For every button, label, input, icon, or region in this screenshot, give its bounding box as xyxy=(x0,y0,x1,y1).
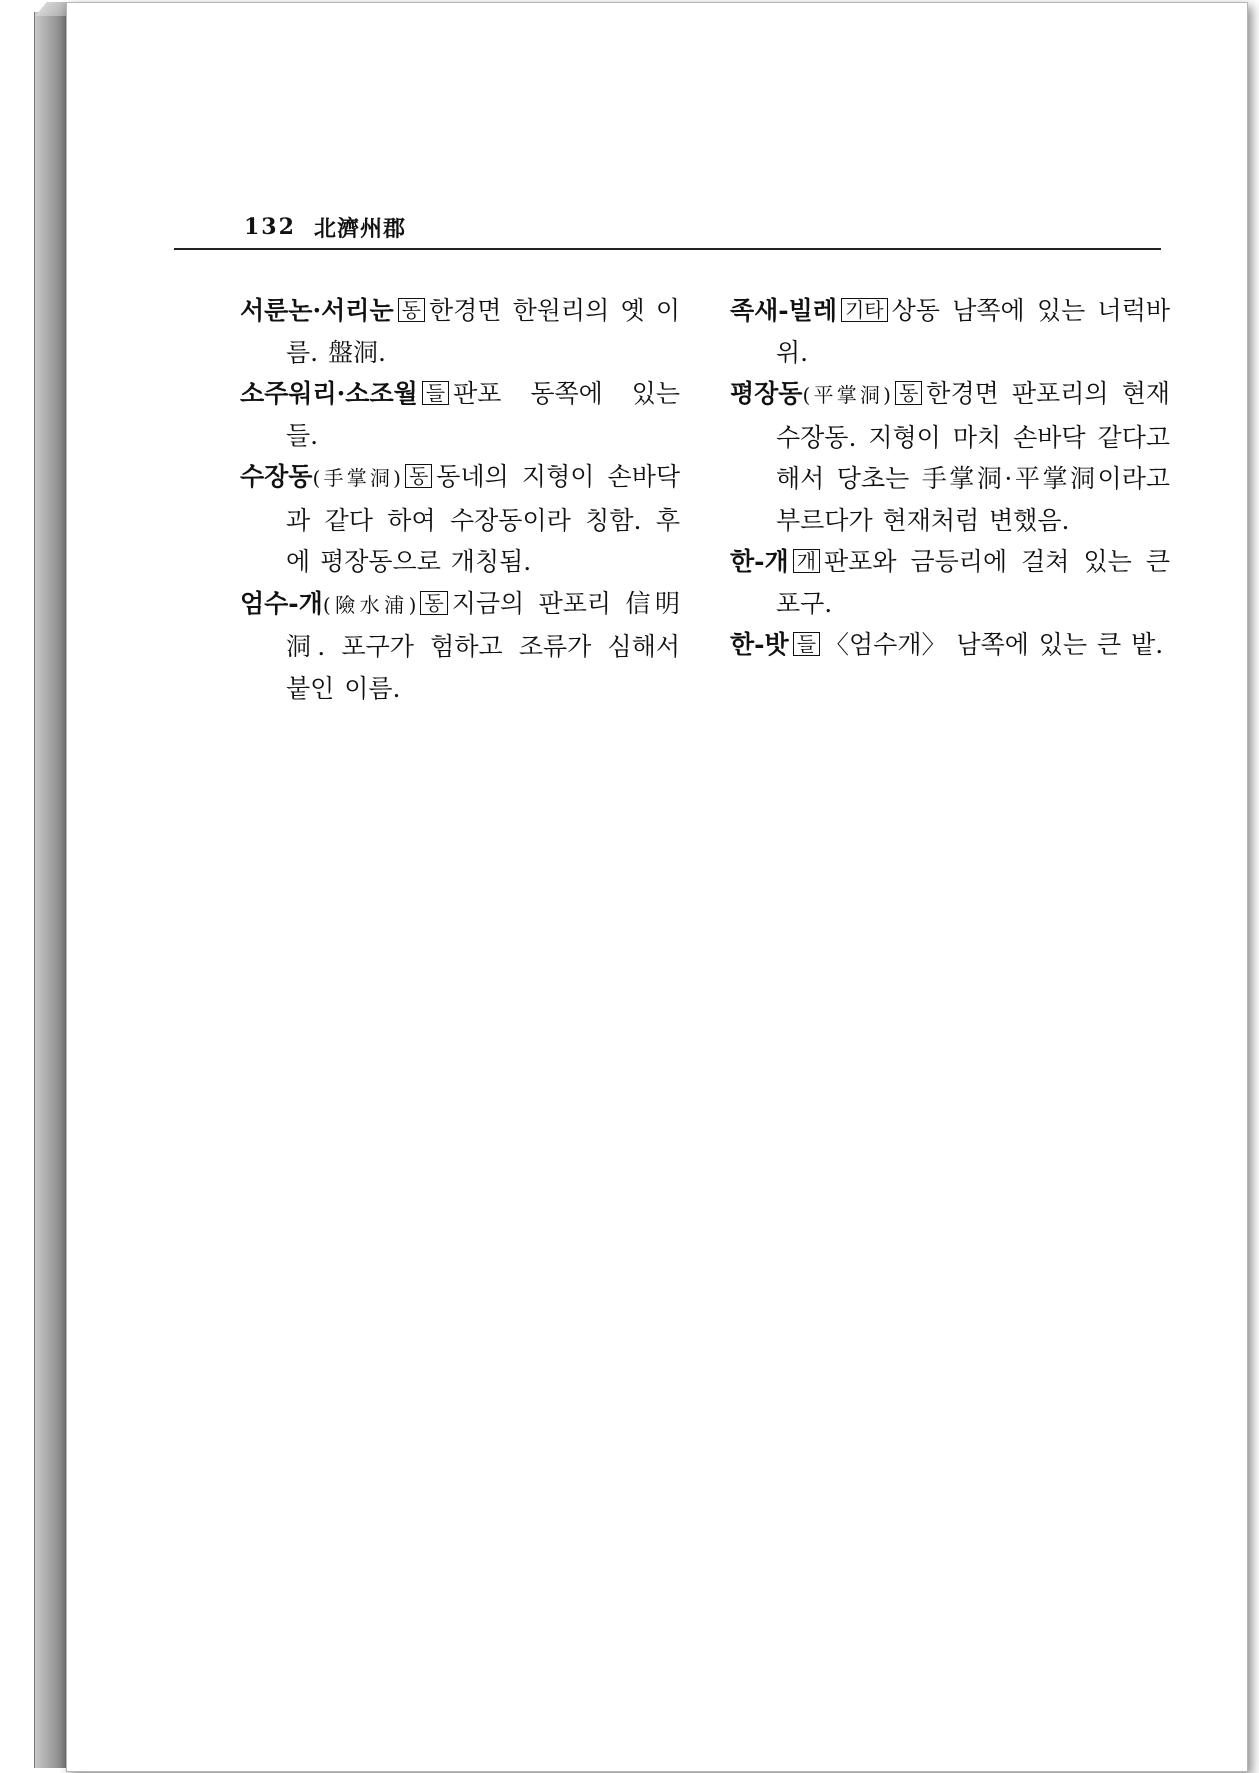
entry-sujangdong xyxy=(240,456,680,583)
entry-hanja: (手掌洞) xyxy=(312,466,401,490)
entry-headword: 한-개 xyxy=(730,547,789,576)
entry-pyeongjangdong xyxy=(730,373,1170,541)
running-title: 北濟州郡 xyxy=(314,216,407,242)
entry-joksae-bille xyxy=(730,290,1170,373)
entry-definition: 동네의 지형이 손바닥과 같다 하여 수장동이라 칭함. 후에 평장동으로 개칭됨. xyxy=(286,462,680,576)
entry-definition: 〈엄수개〉 남쪽에 있는 큰 밭. xyxy=(824,630,1164,659)
entry-category-tag: 개 xyxy=(793,549,820,573)
entry-definition: 한경면 한원리의 옛 이름. 盤洞. xyxy=(286,296,680,367)
entry-definition: 상동 남쪽에 있는 너럭바위. xyxy=(776,296,1170,367)
entry-category-tag: 들 xyxy=(422,381,449,405)
entry-definition: 지금의 판포리 信明洞. 포구가 험하고 조류가 심해서 붙인 이름. xyxy=(286,588,681,703)
entry-hangae xyxy=(730,541,1170,624)
entry-definition: 판포와 금등리에 걸쳐 있는 큰 포구. xyxy=(776,547,1170,618)
page-header xyxy=(174,212,1161,250)
book-spine-edge xyxy=(34,12,69,1768)
entry-category-tag: 동 xyxy=(420,591,447,615)
entry-headword: 엄수-개 xyxy=(240,588,323,618)
entry-headword: 수장동 xyxy=(240,462,313,491)
entry-headword: 한-밧 xyxy=(730,630,789,659)
entry-headword: 소주워리·소조월 xyxy=(240,379,418,408)
entry-hanja: (險水浦) xyxy=(322,592,417,617)
entry-category-tag: 동 xyxy=(398,298,425,322)
entry-definition: 한경면 판포리의 현재 수장동. 지형이 마치 손바닥 같다고 해서 당초는 手掌洞·平掌洞이라고 부르다가 현재처럼 변했음. xyxy=(776,379,1170,535)
entry-category-tag: 들 xyxy=(793,632,820,656)
book-page xyxy=(66,2,1248,1772)
entry-sojuwori xyxy=(240,373,680,456)
entry-headword: 평장동 xyxy=(730,379,803,408)
entry-seorunnon xyxy=(240,290,680,373)
entry-headword: 서룬논·서리눈 xyxy=(240,296,394,325)
entry-category-tag: 동 xyxy=(895,381,922,405)
page-number: 132 xyxy=(244,214,296,240)
right-column xyxy=(730,290,1170,666)
entry-hanja: (平掌洞) xyxy=(802,383,891,407)
entry-headword: 족새-빌레 xyxy=(730,296,837,325)
entry-eomsugae xyxy=(240,583,680,710)
entry-category-tag: 기타 xyxy=(841,298,888,322)
left-column xyxy=(240,290,680,709)
entry-definition: 판포 동쪽에 있는 들. xyxy=(286,379,680,450)
entry-category-tag: 동 xyxy=(405,464,432,488)
entry-hanbat xyxy=(730,624,1170,666)
